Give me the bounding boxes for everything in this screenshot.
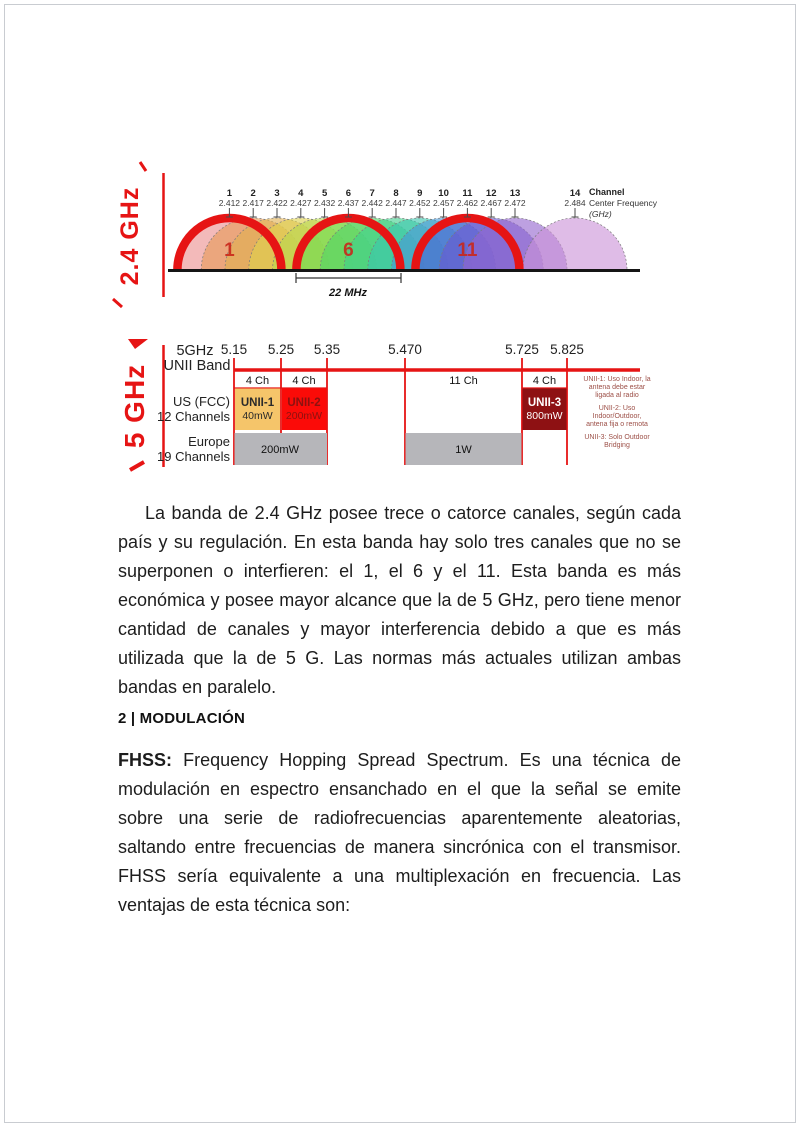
ch-count-unii2: 4 Ch — [292, 375, 316, 387]
crop-artifact-mark — [140, 162, 146, 171]
band-label-24ghz: 2.4 GHz — [116, 186, 144, 286]
unii2-name: UNII-2 — [287, 397, 321, 409]
section-heading-modulacion: 2 | MODULACIÓN — [118, 710, 245, 727]
us-fcc-row — [235, 389, 567, 431]
channel-number: 3 — [274, 188, 280, 199]
bracket-line — [296, 273, 401, 283]
axis-title-line1: 5GHz — [176, 343, 214, 359]
paragraph-fhss — [118, 746, 681, 920]
wifi-5ghz-unii-diagram — [100, 330, 690, 480]
channel-number: 5 — [321, 188, 328, 199]
channel-number: 12 — [485, 188, 497, 199]
dome-number-1: 1 — [224, 240, 235, 261]
unii2-power: 200mW — [285, 410, 323, 422]
wifi-24ghz-channel-diagram — [100, 160, 690, 315]
band-label-5ghz: 5 GHz — [119, 363, 150, 449]
crop-artifact-mark — [128, 339, 148, 349]
dome-number-11: 11 — [457, 240, 478, 261]
dome-number-6: 6 — [343, 240, 354, 261]
legend-center-frequency: Center Frequency — [589, 198, 658, 208]
note-unii2-line: Indoor/Outdoor, — [592, 413, 642, 420]
channel-frequency: 2.484 — [564, 198, 586, 208]
channel-frequency: 2.457 — [432, 198, 455, 208]
frequency-labels — [221, 342, 584, 357]
channel-number: 14 — [569, 188, 581, 199]
freq-label: 5.470 — [388, 342, 422, 357]
bandwidth-label: 22 MHz — [329, 287, 367, 299]
unii1-power: 40mW — [242, 410, 273, 422]
channel-labels — [219, 188, 586, 208]
row-labels — [157, 394, 230, 464]
channel-number: 10 — [438, 188, 449, 199]
europe-row — [235, 433, 522, 465]
channel-frequency: 2.412 — [218, 198, 241, 208]
unii1-name: UNII-1 — [240, 397, 275, 409]
europe-200mw-label: 200mW — [261, 444, 299, 456]
unii3-name: UNII-3 — [527, 397, 562, 409]
axis-title-line2: UNII Band — [163, 358, 231, 374]
channel-number: 1 — [226, 188, 233, 199]
channel-frequency: 2.462 — [456, 198, 479, 208]
channel-number: 7 — [369, 188, 375, 199]
europe-1w-label: 1W — [455, 444, 472, 456]
channel-number: 13 — [509, 188, 521, 199]
channel-frequency: 2.432 — [313, 198, 336, 208]
channel-frequency: 2.452 — [409, 198, 431, 208]
ch-count-mid: 11 Ch — [449, 375, 478, 387]
note-unii1-line: ligada al radio — [595, 392, 639, 399]
crop-artifact-mark — [113, 299, 122, 307]
channel-frequency: 2.442 — [361, 198, 383, 208]
channel-frequency: 2.467 — [480, 198, 502, 208]
unii3-power: 800mW — [526, 410, 563, 422]
axis-legend — [589, 187, 658, 219]
note-unii1-line: UNII-1: Uso Indoor, la — [583, 376, 651, 383]
legend-ghz: (GHz) — [589, 209, 612, 219]
note-unii1-line: antena debe estar — [588, 384, 646, 391]
paragraph-24ghz-band: La banda de 2.4 GHz posee trece o catorce canales, según cada país y su regulación. En esta banda hay solo tres canales que no se superponen o interfieren: el 1, el 6 y el 11. Esta banda es más económica y posee mayor alcance que la de 5 GHz, pero tiene menor cantidad de canales y mayor interferencia debido a que es más utilizada que la de 5 G. Las normas más actuales utilizan ambas bandas en paralelo. — [118, 503, 681, 697]
channel-frequency: 2.437 — [337, 198, 360, 208]
channel-number: 9 — [417, 188, 423, 199]
channel-number: 2 — [250, 188, 256, 199]
europe-channels-label: 19 Channels — [157, 449, 230, 464]
us-fcc-label: US (FCC) — [172, 394, 230, 409]
freq-label: 5.15 — [220, 342, 248, 357]
channel-frequency: 2.427 — [290, 198, 312, 208]
channel-number: 11 — [462, 188, 473, 199]
ch-count-unii1: 4 Ch — [245, 375, 270, 387]
note-unii3-line: Bridging — [604, 442, 630, 449]
note-unii3-line: UNII-3: Solo Outdoor — [584, 434, 650, 441]
unii-notes — [583, 376, 650, 449]
fhss-definition: Frequency Hopping Spread Spectrum. Es una técnica de modulación en espectro ensanchado en el que la señal se emite sobre una serie de radiofrecuencias aparentemente aleatorias, saltando entre frecuencias de manera sincrónica con el transmisor. FHSS sería equivalente a una multiplexación en frecuencia. Las ventajas de esta técnica son: — [118, 750, 681, 915]
note-unii2-line: UNII-2: Uso — [598, 405, 636, 412]
freq-label: 5.825 — [550, 342, 584, 357]
ch-count-unii3: 4 Ch — [532, 375, 557, 387]
channel-frequency: 2.472 — [504, 198, 526, 208]
channel-frequency: 2.447 — [385, 198, 407, 208]
frequency-pins — [226, 208, 579, 217]
channel-frequency: 2.417 — [242, 198, 264, 208]
bandwidth-bracket — [296, 273, 401, 299]
us-channels-label: 12 Channels — [157, 409, 230, 424]
legend-channel: Channel — [589, 187, 625, 197]
channel-frequency: 2.422 — [266, 198, 288, 208]
europe-label: Europe — [188, 434, 230, 449]
channel-number: 8 — [393, 188, 399, 199]
channel-number: 6 — [345, 188, 352, 199]
fhss-term: FHSS: — [118, 750, 172, 770]
freq-label: 5.35 — [313, 342, 341, 357]
freq-label: 5.725 — [505, 342, 539, 357]
note-unii2-line: antena fija o remota — [586, 421, 648, 428]
crop-artifact-mark — [130, 462, 144, 470]
channel-count-row — [246, 375, 556, 387]
channel-number: 4 — [298, 188, 304, 199]
freq-label: 5.25 — [267, 342, 295, 357]
